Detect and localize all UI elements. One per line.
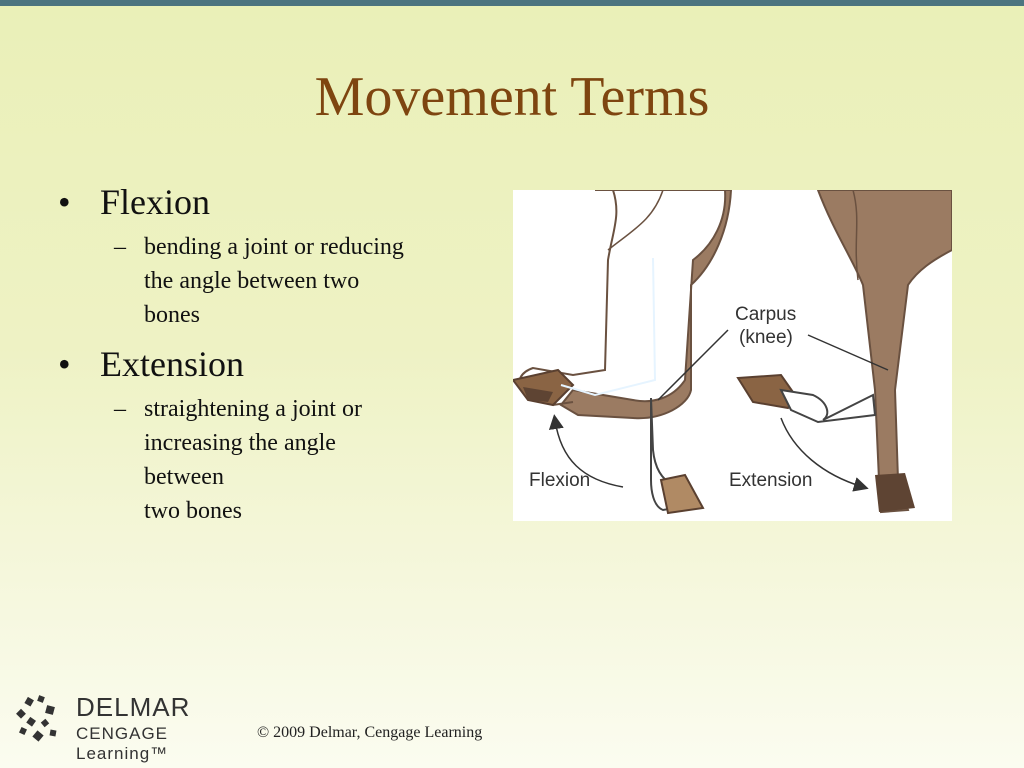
sub-bullet-dash: – [114,234,126,260]
top-accent-bar [0,0,1024,6]
sub-bullet-flexion-text: bending a joint or reducing the angle between two bones [144,234,404,328]
bullet-extension-label: Extension [100,344,244,384]
copyright-notice: © 2009 Delmar, Cengage Learning [257,724,483,741]
delmar-logo-mark [16,694,66,744]
bullet-dot: • [58,182,71,222]
bullet-list [58,180,478,538]
leg-illustration-svg [513,190,952,521]
flexed-leg [513,190,731,513]
flexion-label: Flexion [529,470,591,491]
sub-bullet-dash: – [114,396,126,422]
bullet-extension [58,342,478,386]
bullet-flexion-label: Flexion [100,182,211,222]
logo-word-delmar: DELMAR [76,692,191,722]
carpus-label: Carpus [735,304,797,325]
slide-title: Movement Terms [314,66,710,128]
extension-label: Extension [729,470,813,491]
bullet-dot: • [58,344,71,384]
knee-label: (knee) [739,327,793,348]
logo-word-cengage: CENGAGE Learning™ [76,724,169,763]
leg-illustration [513,190,952,521]
sub-bullet-extension-text: straightening a joint or increasing the angle between two bones [144,396,362,524]
sub-bullet-flexion [58,230,478,332]
sub-bullet-extension [58,392,478,528]
bullet-flexion [58,180,478,224]
delmar-logo [16,690,256,763]
carpus-pointer-left [658,330,728,400]
